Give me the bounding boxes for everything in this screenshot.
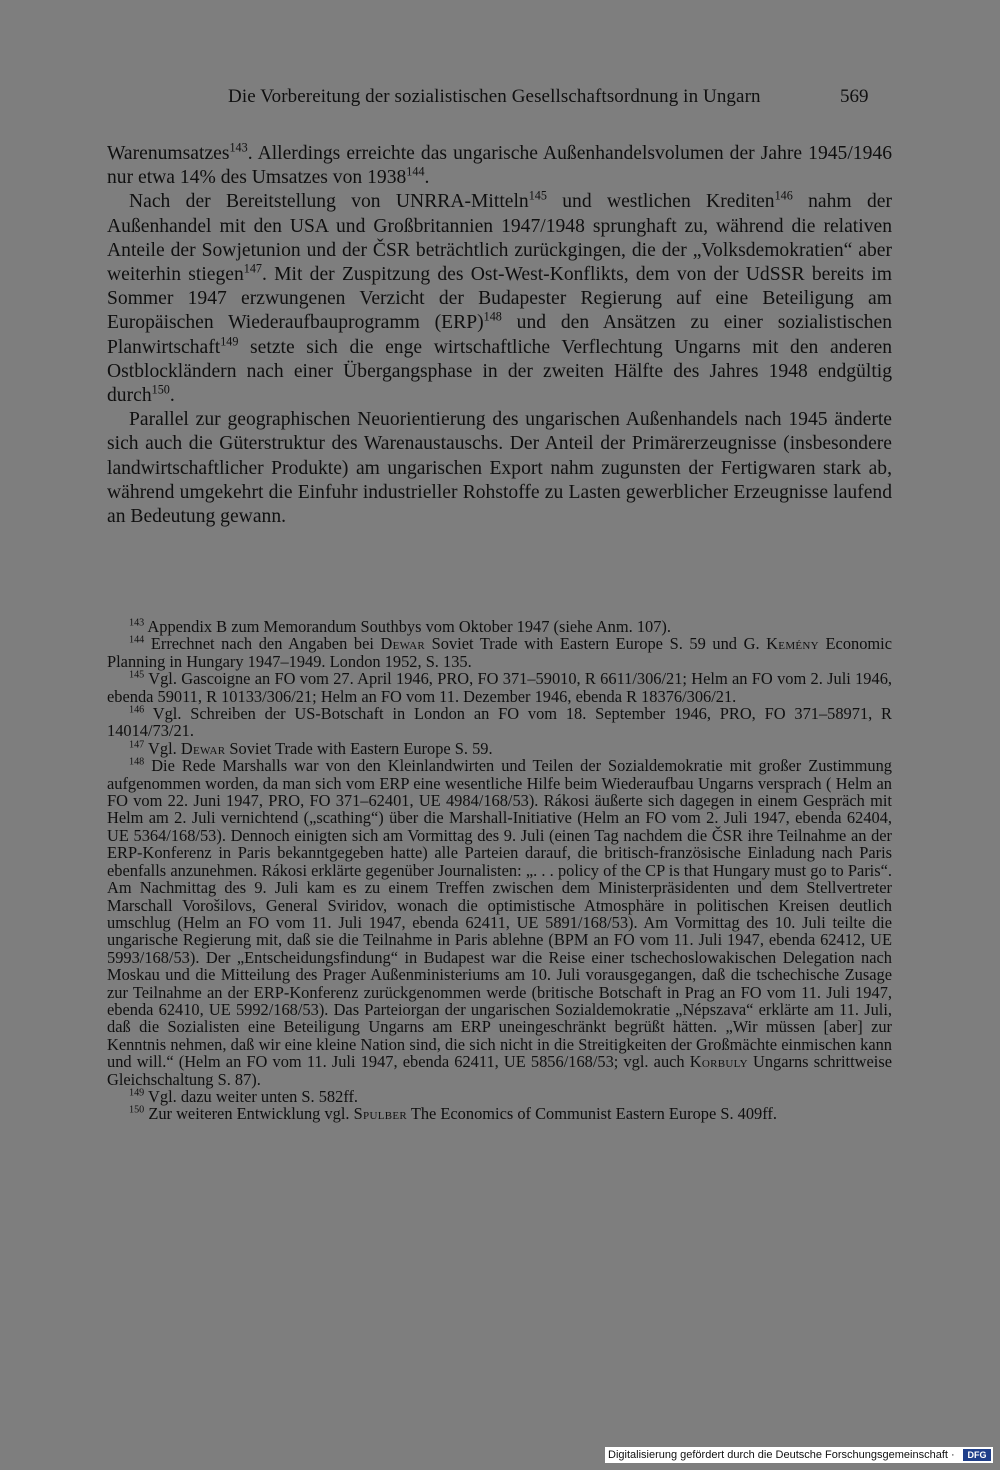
running-header-title: Die Vorbereitung der sozialistischen Gesellschaftsordnung in Ungarn [228, 86, 761, 107]
text-run: und den Ansätzen zu einer sozialistischen Planwirtschaft [107, 312, 892, 358]
main-text [107, 142, 892, 529]
text-run: Nach der Bereitstellung von UNRRA-Mitteln [129, 191, 529, 213]
footnote-text: The Economics of Communist Eastern Europe S. 409ff. [407, 1104, 777, 1124]
author-name: Spulber [353, 1104, 408, 1124]
page-number: 569 [840, 86, 869, 107]
footnote-146 [107, 705, 892, 740]
footnote-number: 143 [129, 617, 145, 629]
footnote-text: Vgl. dazu weiter unten S. 582ff. [144, 1086, 359, 1106]
digitization-credit-bar [605, 1447, 993, 1463]
text-run: . [169, 385, 175, 407]
footnote-144 [107, 635, 892, 670]
footnote-text: Vgl. Gascoigne an FO vom 27. April 1946, PRO, FO 371–59010, R 6611/306/21; Helm an FO vom 2. Juli 1946, ebenda 59011, R 10133/306/21; Helm an FO vom 11. Dezember 1946, ebenda R 18376/306/21. [107, 669, 892, 706]
footnotes [107, 618, 892, 1123]
footnote-148 [107, 757, 892, 1088]
text-run: . Allerdings erreichte das ungarische Außenhandelsvolumen der Jahre 1945/1946 nur etwa 14% des Umsatzes von 1938 [107, 143, 892, 189]
footnote-text: Errechnet nach den Angaben bei [144, 634, 381, 654]
footnote-ref-148[interactable]: 148 [483, 309, 502, 324]
footnote-number: 144 [129, 634, 145, 646]
author-name: Kemény [766, 634, 819, 654]
digitization-credit-text: Digitalisierung gefördert durch die Deutsche Forschungsgemeinschaft · [608, 1449, 955, 1461]
footnote-145 [107, 670, 892, 705]
author-name: Dewar [380, 634, 426, 654]
footnote-text: Zur weiteren Entwicklung vgl. [144, 1104, 354, 1124]
footnote-number: 149 [129, 1087, 145, 1099]
footnote-text: Vgl. [144, 738, 181, 758]
dfg-logo-icon: DFG [963, 1449, 991, 1461]
paragraph-3: Parallel zur geographischen Neuorientierung des ungarischen Außenhandels nach 1945 änderte sich auch die Güterstruktur des Warenaustauschs. Der Anteil der Primärerzeugnisse (insbesondere landwirtschaftlicher Produkte) am ungarischen Export nahm zugunsten der Fertigwaren stark ab, während umgekehrt die Einfuhr industrieller Rohstoffe zu Lasten gewerblicher Erzeugnisse laufend an Bedeutung gewann. [107, 409, 892, 528]
text-run: und westlichen Krediten [546, 191, 775, 213]
footnote-ref-146[interactable]: 146 [774, 188, 793, 203]
footnote-text: Soviet Trade with Eastern Europe S. 59. [225, 738, 493, 758]
footnote-ref-149[interactable]: 149 [220, 334, 239, 349]
text-run: setzte sich die enge wirtschaftliche Verflechtung Ungarns mit den anderen Ostblockländern nach einer Übergangsphase in der zweiten Hälfte des Jahres 1948 endgültig durch [107, 336, 892, 407]
footnote-text: Vgl. Schreiben der US-Botschaft in London an FO vom 18. September 1946, PRO, FO 371–58971, R 14014/73/21. [107, 704, 892, 741]
footnote-number: 145 [129, 669, 145, 681]
footnote-text: Economic Planning in Hungary 1947–1949. London 1952, S. 135. [107, 634, 892, 671]
footnote-149 [107, 1088, 892, 1105]
footnote-text: Soviet Trade with Eastern Europe S. 59 und G. [425, 634, 767, 654]
author-name: Dewar [180, 738, 226, 758]
footnote-text: Die Rede Marshalls war von den Kleinlandwirten und Teilen der Sozialdemokratie mit großer Zustimmung aufgenommen worden, da man sich vom ERP eine wesentliche Hilfe beim Wiederaufbau Ungarns versprach ( Helm an FO vom 22. Juni 1947, PRO, FO 371–62401, UE 4984/168/53). Rákosi äußerte sich dagegen in einem Gespräch mit Helm am 2. Juli vernichtend („scathing“) über die Marshall-Initiative (Helm an FO vom 2. Juli 1947, ebenda 62404, UE 5364/168/53). Dennoch einigten sich am Vormittag des 9. Juli (einen Tag nachdem die ČSR ihre Teilnahme an der ERP-Konferenz in Paris bekanntgegeben hatte) alle Parteien darauf, die britisch-französische Einladung nach Paris ebenfalls anzunehmen. Rákosi erklärte gegenüber Journalisten: „. . . policy of the CP is that Hungary must go to Paris“. Am Nachmittag des 9. Juli kam es zu einem Treffen zwischen dem Ministerpräsidenten und dem Stellvertreter Marschall Vorošilovs, General Sviridov, wonach die optimistische Atmosphäre in politischen Kreisen deutlich umschlug (Helm an FO vom 11. Juli 1947, ebenda 62411, UE 5891/168/53). Am Vormittag des 10. Juli teilte die ungarische Regierung mit, daß sie die Teilnahme in Paris ablehne (BPM an FO vom 11. Juli 1947, ebenda 62412, UE 5993/168/53). Der „Entscheidungsfindung“ in Budapest war die Reise einer tschechoslowakischen Delegation nach Moskau und die Mitteilung des Prager Außenministeriums am 10. Juli vorausgegangen, daß die tschechische Zusage zur Teilnahme an der ERP-Konferenz zurückgenommen werde (britische Botschaft in Prag an FO vom 11. Juli 1947, ebenda 62410, UE 5992/168/53). Das Parteiorgan der ungarischen Sozialdemokratie „Népszava“ erklärte am 11. Juli, daß die Sozialisten eine Beteiligung Ungarns am ERP uneingeschränkt begrüßt hätten. „Wir müssen [aber] zur Kenntnis nehmen, daß wir eine kleine Nation sind, die sich nicht in die Streitigkeiten der Großmächte einmischen kann und will.“ (Helm an FO vom 11. Juli 1947, ebenda 62411, UE 5856/168/53; vgl. auch [107, 756, 892, 1072]
footnote-number: 146 [129, 704, 145, 716]
footnote-ref-147[interactable]: 147 [243, 261, 262, 276]
paragraph-1 [107, 142, 892, 190]
text-run: . [424, 167, 430, 189]
footnote-ref-150[interactable]: 150 [151, 382, 170, 397]
footnote-143 [107, 618, 892, 635]
footnote-ref-144[interactable]: 144 [406, 164, 425, 179]
footnote-ref-145[interactable]: 145 [528, 188, 547, 203]
paragraph-2 [107, 190, 892, 408]
footnote-number: 148 [129, 756, 145, 768]
text-run: Warenumsatzes [107, 143, 230, 164]
author-name: Korbuly [689, 1052, 748, 1072]
footnote-147 [107, 740, 892, 757]
text-run: . Mit der Zuspitzung des Ost-West-Konflikts, dem von der UdSSR bereits im Sommer 1947 erzwungenen Verzicht der Budapester Regierung auf eine Beteiligung am Europäischen Wiederaufbauprogramm (ERP) [107, 264, 892, 334]
footnote-ref-143[interactable]: 143 [229, 140, 248, 155]
footnote-number: 147 [129, 739, 145, 751]
footnote-text: Appendix B zum Memorandum Southbys vom Oktober 1947 (siehe Anm. 107). [144, 617, 671, 636]
footnote-150 [107, 1105, 892, 1122]
footnote-text: Ungarns schrittweise Gleichschaltung S. 87). [107, 1052, 892, 1089]
footnote-number: 150 [129, 1104, 145, 1116]
text-run: nahm der Außenhandel mit den USA und Großbritannien 1947/1948 sprunghaft zu, während die relativen Anteile der Sowjetunion und der ČSR beträchtlich zurückgingen, die der „Volksdemokratien“ aber weiterhin stiegen [107, 191, 892, 286]
